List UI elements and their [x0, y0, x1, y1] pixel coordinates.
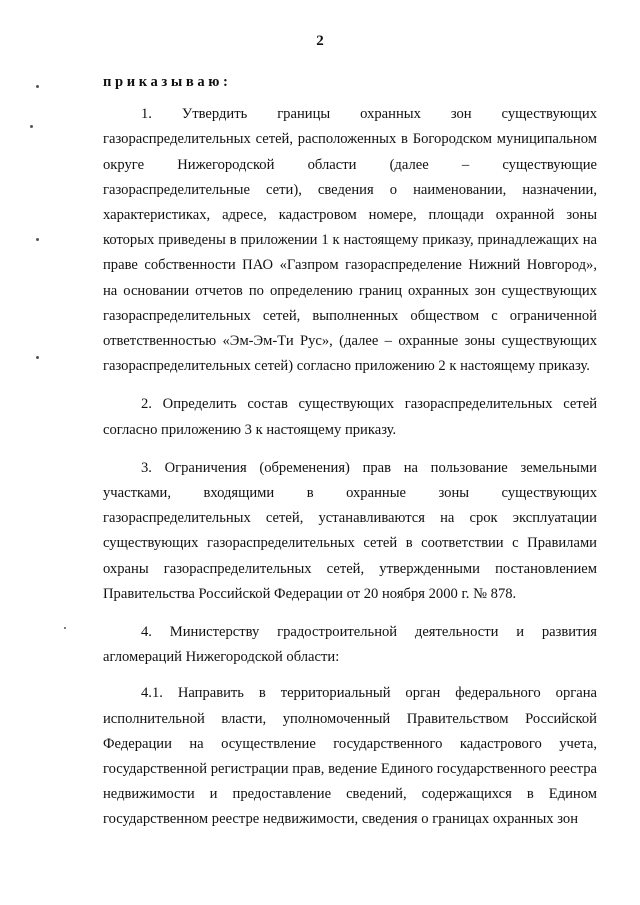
- scan-speck: [30, 125, 33, 128]
- paragraph-1: 1. Утвердить границы охранных зон существующих газораспределительных сетей, расположенных в Богородском муниципальном округе Нижегородской области (далее – существующие газораспределительные сети), сведения о наименовании, назначении, характеристиках, адресе, кадастровом номере, площади охранной зоны которых приведены в приложении 1 к настоящему приказу, принадлежащих на праве собственности ПАО «Газпром газораспределение Нижний Новгород», на основании отчетов по определению границ охранных зон существующих газораспределительных сетей, выполненных обществом с ограниченной ответственностью «Эм-Эм-Ти Рус», (далее – охранные зоны существующих газораспределительных сетей) согласно приложению 2 к настоящему приказу.: [103, 106, 597, 375]
- paragraph-4-1: 4.1. Направить в территориальный орган федерального органа исполнительной власти, уполномоченный Правительством Российской Федерации на осуществление государственного кадастрового учета, государственной регистрации прав, ведение Единого государственного реестра недвижимости и предоставление сведений, содержащихся в Едином государственном реестре недвижимости, сведения о границах охранных зон: [103, 685, 597, 828]
- paragraph-2: 2. Определить состав существующих газораспределительных сетей согласно приложению 3 к настоящему приказу.: [103, 396, 597, 438]
- scan-speck: [36, 356, 39, 359]
- paragraph-4: 4. Министерству градостроительной деятельности и развития агломераций Нижегородской области:: [103, 624, 597, 666]
- order-heading: приказываю:: [103, 74, 232, 90]
- page-number: 2: [316, 33, 324, 49]
- paragraph-3: 3. Ограничения (обременения) прав на пользование земельными участками, входящими в охранные зоны существующих газораспределительных сетей, устанавливаются на срок эксплуатации существующих газораспределительных сетей в соответствии с Правилами охраны газораспределительных сетей, утвержденными постановлением Правительства Российской Федерации от 20 ноября 2000 г. № 878.: [103, 459, 597, 602]
- scan-speck: [64, 627, 66, 629]
- document-body: [103, 70, 597, 846]
- scan-speck: [36, 238, 39, 241]
- scan-speck: [36, 85, 39, 88]
